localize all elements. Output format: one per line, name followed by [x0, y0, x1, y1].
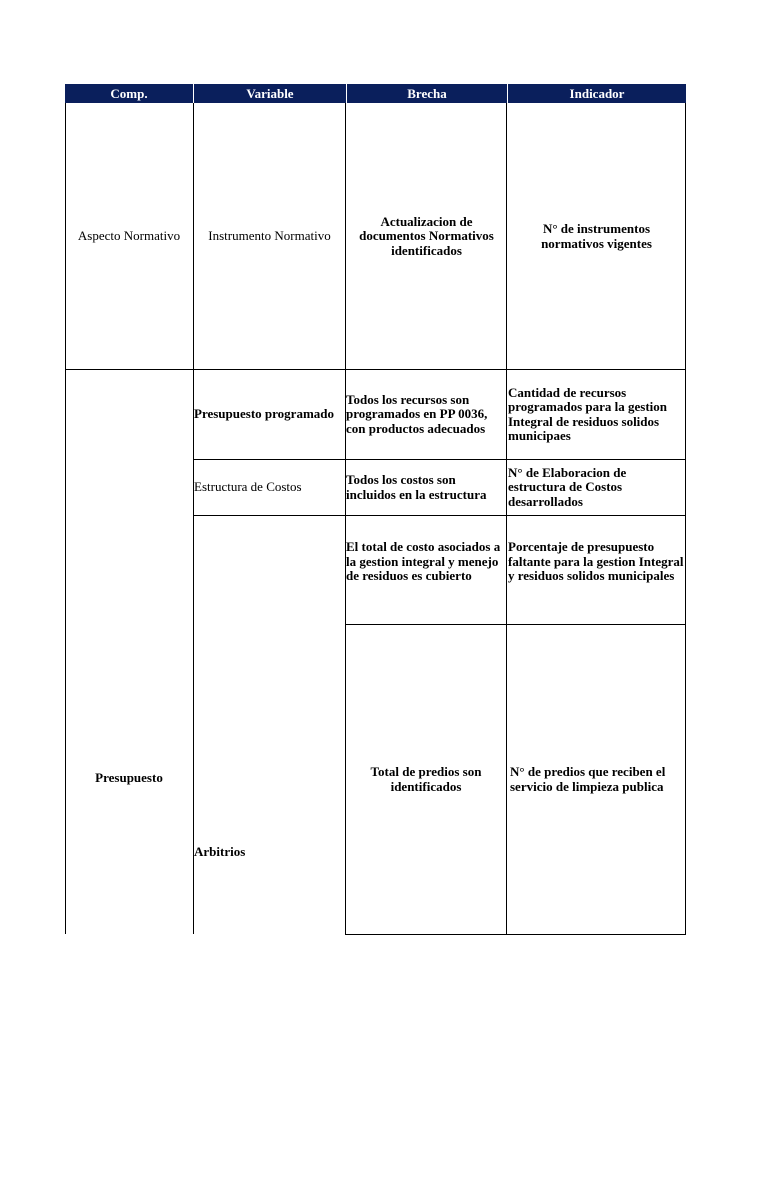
cell-comp-aspecto: Aspecto Normativo [77, 228, 181, 244]
grid-line [506, 103, 507, 935]
cell-indicador-predios: N° de predios que reciben el servicio de limpieza publica [510, 764, 666, 794]
header-comp: Comp. [65, 84, 193, 103]
cell-indicador-estructura: N° de Elaboracion de estructura de Costos desarrollados [508, 464, 627, 509]
grid-line [685, 103, 686, 935]
cell-indicador-instrumentos: N° de instrumentos normativos vigentes [541, 221, 652, 251]
cell-comp-presupuesto: Presupuesto [95, 769, 163, 785]
cell-variable-arbitrios: Arbitrios [194, 843, 246, 859]
cell-brecha-predios: Total de predios son identificados [370, 764, 482, 794]
cell-indicador-porcentaje: Porcentaje de presupuesto faltante para la gestion Integral y residuos solidos municipales [508, 539, 684, 583]
grid-line [345, 934, 686, 935]
header-brecha: Brecha [346, 84, 507, 103]
cell-indicador-recursos: Cantidad de recursos programados para la gestion Integral de residuos solidos municipaes [508, 384, 668, 443]
cell-brecha-recursos: Todos los recursos son programados en PP 0036, con productos adecuados [346, 391, 488, 436]
header-variable: Variable [193, 84, 346, 103]
cell-brecha-costo-total: El total de costo asociados a la gestion integral y menejo de residuos es cubierto [346, 539, 501, 583]
cell-variable-estructura: Estructura de Costos [194, 479, 302, 495]
cell-variable-instrumento: Instrumento Normativo [208, 228, 331, 244]
cell-brecha-costos: Todos los costos son incluidos en la estructura [346, 472, 487, 502]
header-indicador: Indicador [507, 84, 686, 103]
cell-variable-presupuesto-programado: Presupuesto programado [194, 406, 334, 422]
cell-brecha-actualizacion: Actualizacion de documentos Normativos identificados [359, 213, 494, 258]
